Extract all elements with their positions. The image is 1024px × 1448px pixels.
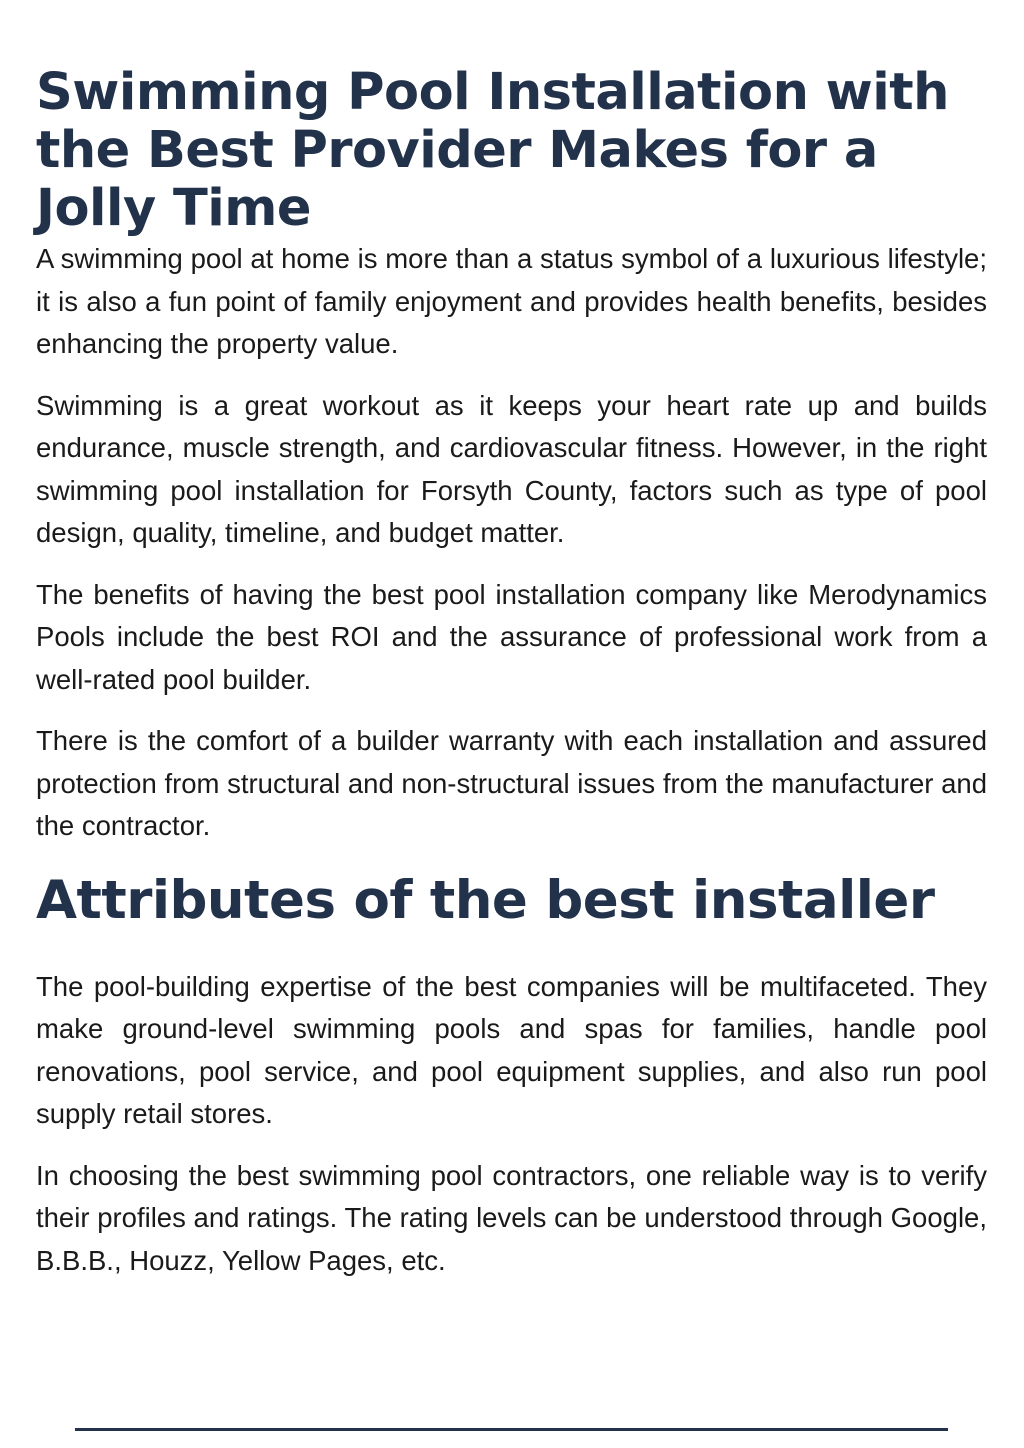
footer-divider: [75, 1428, 948, 1431]
paragraph-section-2: In choosing the best swimming pool contractors, one reliable way is to verify their profiles and ratings. The rating levels can be understood through Google, B.B.B., Houzz, Yellow Pages, etc.: [36, 1159, 987, 1276]
document-page: [36, 64, 987, 1301]
paragraph-intro-2: Swimming is a great workout as it keeps your heart rate up and builds endurance, muscle strength, and cardiovascular fitness. However, in the right swimming pool installation for Forsyth County, factors such as type of pool design, quality, timeline, and budget matter.: [36, 389, 987, 548]
section-heading: Attributes of the best installer: [36, 869, 935, 931]
paragraph-intro-1: A swimming pool at home is more than a status symbol of a luxurious lifestyle; it is also a fun point of family enjoyment and provides health benefits, besides enhancing the property value.: [36, 243, 987, 359]
page-title: Swimming Pool Installation with the Best Provider Makes for a Jolly Time: [36, 63, 949, 238]
paragraph-section-1: The pool-building expertise of the best companies will be multifaceted. They make ground-level swimming pools and spas for families, handle pool renovations, pool service, and pool equipment supplies, and also run pool supply retail stores.: [36, 970, 987, 1129]
paragraph-intro-3: The benefits of having the best pool installation company like Merodynamics Pools include the best ROI and the assurance of professional work from a well-rated pool builder.: [36, 578, 987, 695]
paragraph-intro-4: There is the comfort of a builder warranty with each installation and assured protection from structural and non-structural issues from the manufacturer and the contractor.: [36, 725, 987, 841]
